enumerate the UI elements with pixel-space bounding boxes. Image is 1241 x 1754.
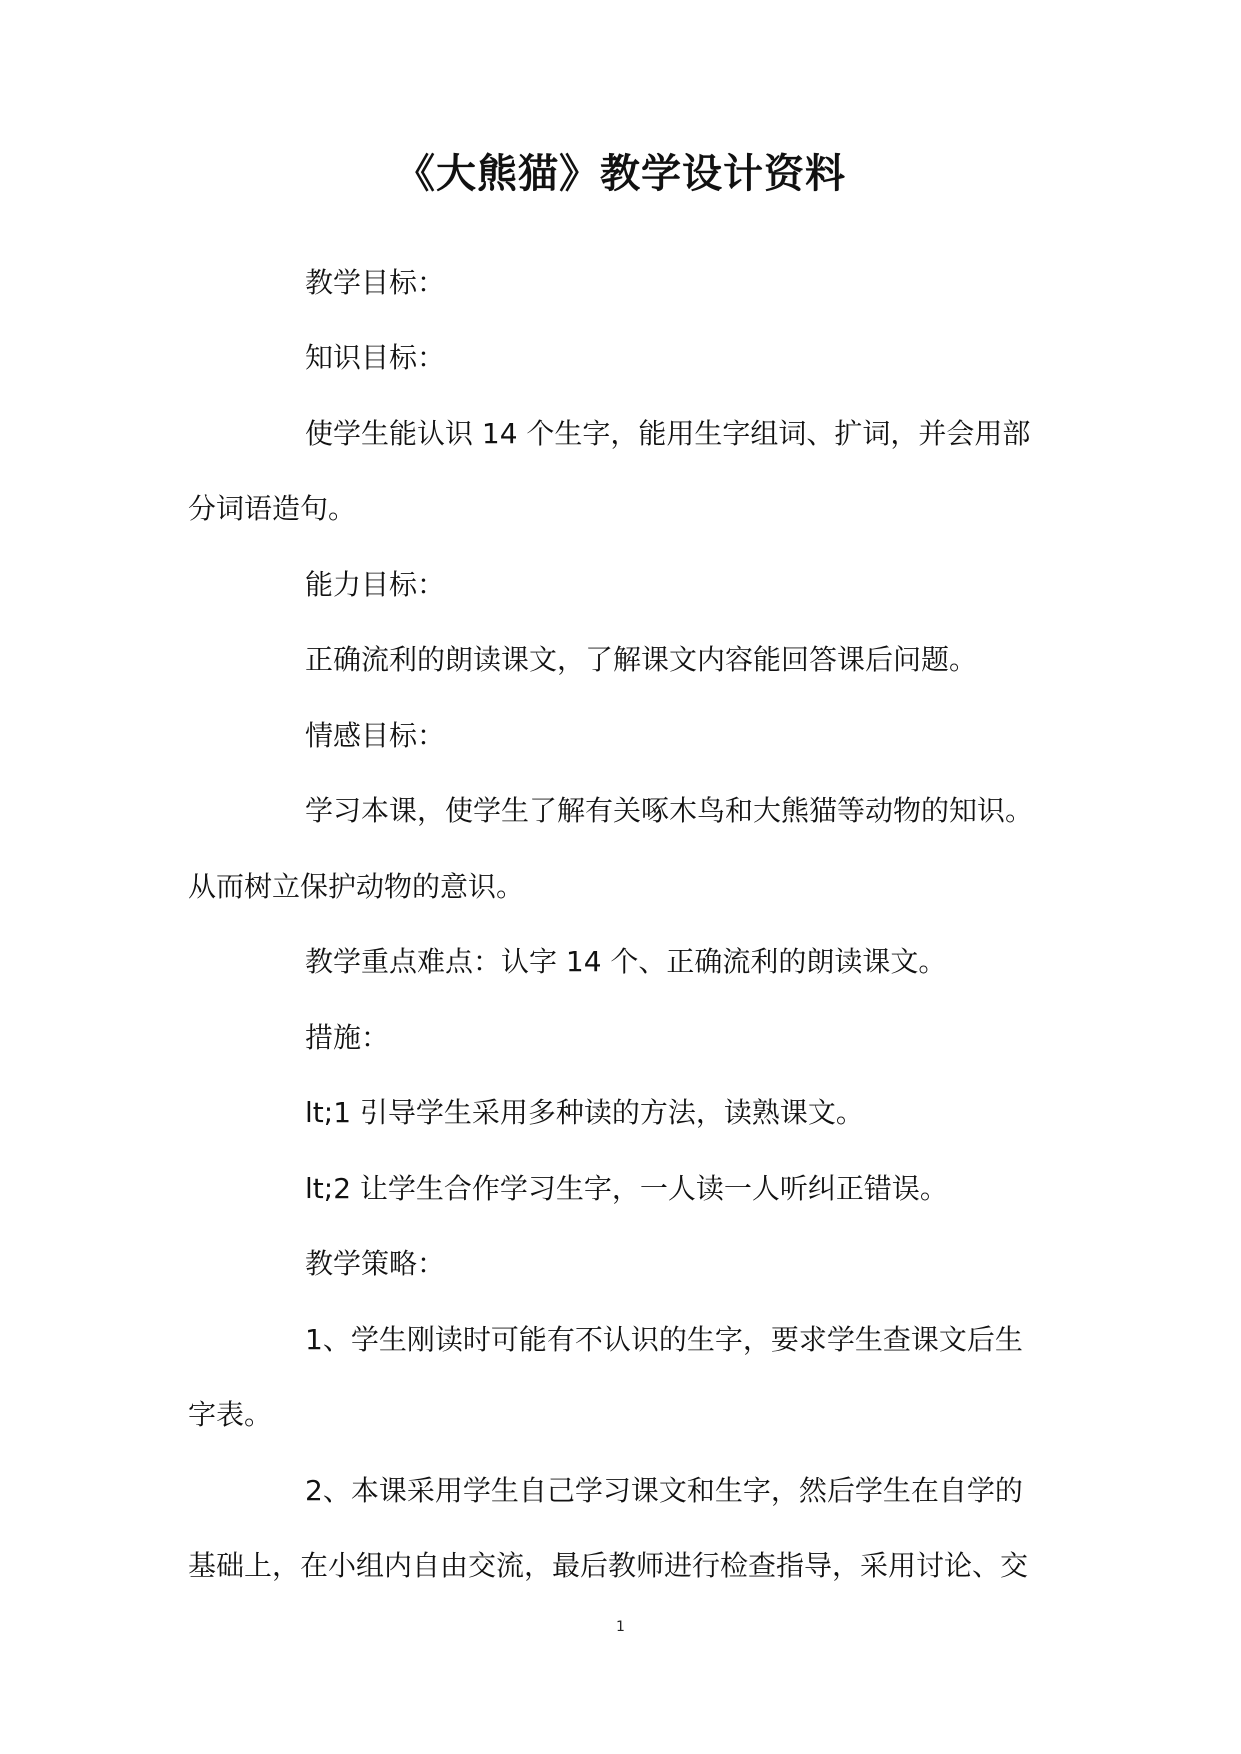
heading-measures: 措施： <box>305 1021 390 1054</box>
heading-knowledge-goals: 知识目标： <box>305 341 446 374</box>
heading-strategy: 教学策略： <box>305 1247 446 1280</box>
paragraph-line: 学习本课，使学生了解有关啄木鸟和大熊猫等动物的知识。 <box>305 794 1034 827</box>
heading-teaching-goals: 教学目标： <box>305 266 446 299</box>
paragraph-line: 字表。 <box>188 1398 273 1431</box>
paragraph-line: 基础上，在小组内自由交流，最后教师进行检查指导，采用讨论、交 <box>188 1549 1029 1582</box>
list-item: lt;1 引导学生采用多种读的方法，读熟课文。 <box>305 1096 864 1129</box>
heading-emotion-goals: 情感目标： <box>305 719 446 752</box>
paragraph-line: 从而树立保护动物的意识。 <box>188 870 525 903</box>
paragraph-line: 2、本课采用学生自己学习课文和生字，然后学生在自学的 <box>305 1474 1023 1507</box>
list-item: lt;2 让学生合作学习生字，一人读一人听纠正错误。 <box>305 1172 948 1205</box>
heading-ability-goals: 能力目标： <box>305 568 446 601</box>
page-number: 1 <box>616 1619 625 1635</box>
paragraph-line: 使学生能认识 14 个生字，能用生字组词、扩词，并会用部 <box>305 417 1031 450</box>
paragraph-line: 正确流利的朗读课文，了解课文内容能回答课后问题。 <box>305 643 978 676</box>
paragraph-line: 1、学生刚读时可能有不认识的生字，要求学生查课文后生 <box>305 1323 1023 1356</box>
paragraph-line: 教学重点难点：认字 14 个、正确流利的朗读课文。 <box>305 945 947 978</box>
document-title: 《大熊猫》教学设计资料 <box>395 151 846 197</box>
paragraph-line: 分词语造句。 <box>188 492 357 525</box>
